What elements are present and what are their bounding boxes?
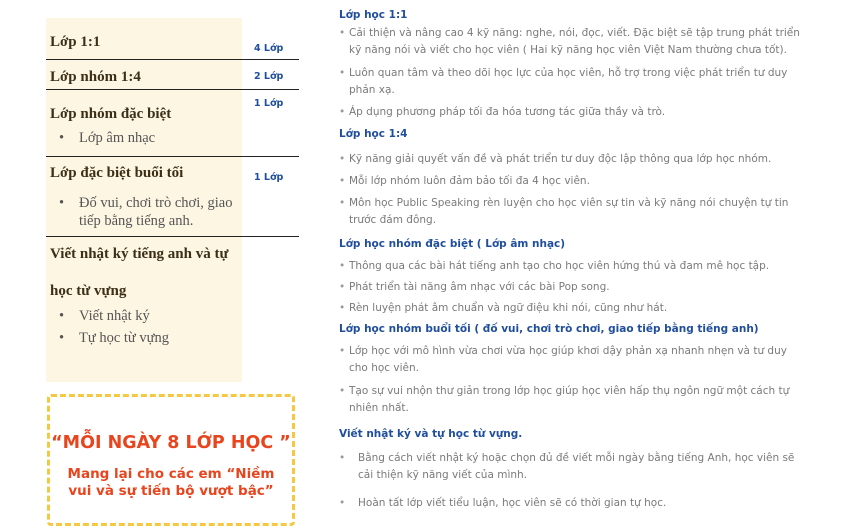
class-count: 1 Lớp [254, 98, 284, 109]
list-item: • Tạo sự vui nhộn thư giản trong lớp học giúp học viên hấp thụ ngôn ngữ một cách tự nhiên nhất. [339, 385, 790, 414]
list-item: • Luôn quan tâm và theo dõi học lực của học viên, hỗ trợ trong việc phát triển tư duy phản xạ. [339, 67, 788, 96]
divider [46, 156, 299, 157]
bullet-icon: • [339, 153, 346, 165]
class-name: Viết nhật ký tiếng anh và tự [50, 246, 229, 262]
list-item: • Kỹ năng giải quyết vấn đề và phát triển tư duy độc lập thông qua lớp học nhóm. [339, 151, 807, 168]
bullet-icon: • [339, 302, 346, 314]
class-name: Lớp 1:1 [50, 34, 101, 50]
bullet-icon: • [339, 67, 346, 79]
motto-title: “MỖI NGÀY 8 LỚP HỌC ” [51, 433, 291, 453]
list-item: • Lớp âm nhạc [59, 130, 156, 146]
section-title: Lớp học nhóm đặc biệt ( Lớp âm nhạc) [339, 238, 566, 250]
list-item: • Bằng cách viết nhật ký hoặc chọn đủ đề viết mỗi ngày bằng tiếng Anh, học viên sẽ cải thiện kỹ năng viết của mình. [339, 452, 795, 481]
section-title: Lớp học 1:1 [339, 9, 408, 21]
bullet-icon: • [339, 175, 346, 187]
bullet-icon: • [339, 260, 346, 272]
bullet-icon: • [59, 308, 65, 324]
list-item: • Áp dụng phương pháp tối đa hóa tương tác giữa thầy và trò. [339, 104, 807, 121]
divider [46, 236, 299, 237]
list-item: • Mỗi lớp nhóm luôn đảm bảo tối đa 4 học viên. [339, 173, 807, 190]
bullet-icon: • [59, 195, 65, 211]
list-item: • Thông qua các bài hát tiếng anh tạo cho học viên hứng thú và đam mê học tập. [339, 258, 807, 275]
list-item: • Tự học từ vựng [59, 330, 170, 346]
divider [46, 89, 299, 90]
bullet-icon: • [59, 130, 65, 146]
motto-box [47, 394, 295, 526]
class-count: 1 Lớp [254, 172, 284, 183]
list-item: • Phát triển tài năng âm nhạc với các bài Pop song. [339, 279, 807, 296]
class-name: học từ vựng [50, 283, 127, 299]
section-title: Viết nhật ký và tự học từ vựng. [339, 428, 523, 440]
list-item: • Lớp học với mô hình vừa chơi vừa học giúp khơi dậy phản xạ nhanh nhẹn và tư duy cho học viên. [339, 345, 787, 374]
bullet-icon: • [339, 497, 346, 509]
list-item: • Rèn luyện phát âm chuẩn và ngữ điệu khi nói, cũng như hát. [339, 300, 807, 317]
class-name: Lớp đặc biệt buổi tối [50, 165, 184, 181]
list-item: • Đố vui, chơi trò chơi, giao tiếp bằng tiếng anh. [59, 195, 233, 229]
bullet-icon: • [59, 330, 65, 346]
motto-subtitle: Mang lại cho các em “Niềm vui và sự tiến bộ vượt bậc” [67, 466, 275, 499]
class-name: Lớp nhóm 1:4 [50, 69, 141, 85]
divider [46, 59, 299, 60]
list-item: • Viết nhật ký [59, 308, 150, 324]
list-item: • Môn học Public Speaking rèn luyện cho học viên sự tin và kỹ năng nói chuyện tự tin trước đám đông. [339, 197, 789, 226]
bullet-icon: • [339, 281, 346, 293]
section-title: Lớp học nhóm buổi tối ( đố vui, chơi trò chơi, giao tiếp bằng tiếng anh) [339, 323, 759, 335]
bullet-icon: • [339, 345, 346, 357]
bullet-icon: • [339, 27, 346, 39]
class-count: 2 Lớp [254, 71, 284, 82]
bullet-icon: • [339, 106, 346, 118]
bullet-icon: • [339, 197, 346, 209]
section-title: Lớp học 1:4 [339, 128, 408, 140]
bullet-icon: • [339, 452, 346, 464]
class-name: Lớp nhóm đặc biệt [50, 106, 172, 122]
list-item: • Hoàn tất lớp viết tiểu luận, học viên sẽ có thời gian tự học. [339, 495, 807, 512]
class-count: 4 Lớp [254, 43, 284, 54]
bullet-icon: • [339, 385, 346, 397]
list-item: • Cải thiện và nâng cao 4 kỹ năng: nghe, nói, đọc, viết. Đặc biệt sẽ tập trung phát triển kỹ năng nói và viết cho học viên ( Hai kỹ năng học viên Việt Nam thường chưa tốt). [339, 27, 800, 56]
